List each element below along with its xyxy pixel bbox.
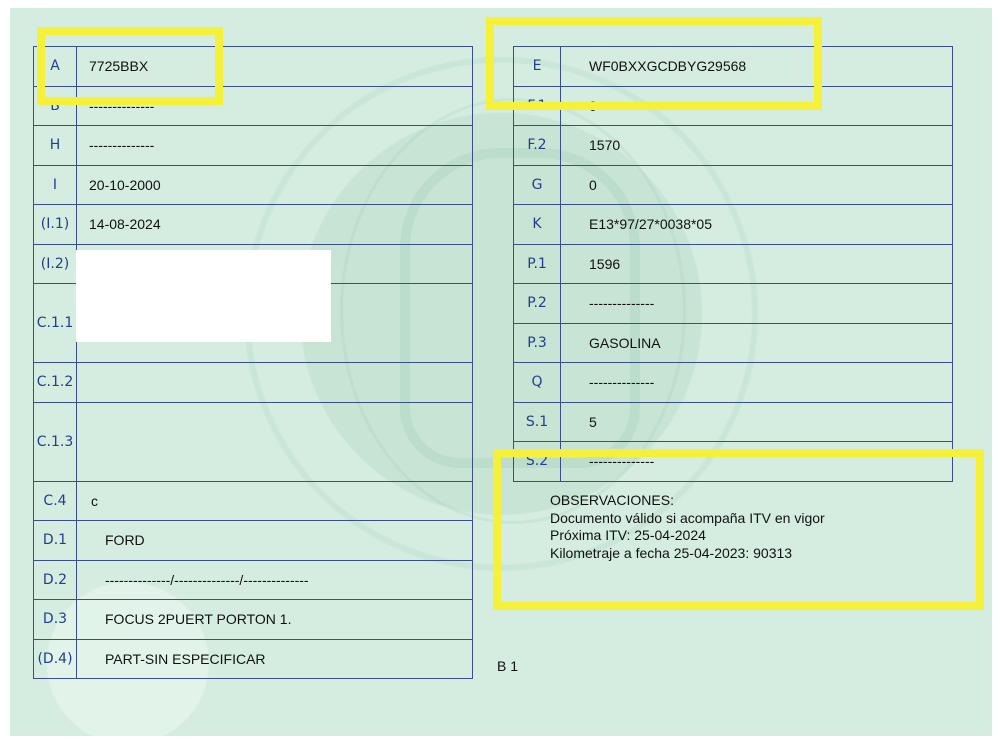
- field-label: C.1.2: [34, 363, 77, 403]
- field-value: 0: [561, 86, 953, 126]
- footer-code: B 1: [497, 658, 519, 674]
- field-label: P.1: [514, 244, 561, 284]
- field-label: P.2: [514, 284, 561, 324]
- field-row-c4: [34, 481, 473, 521]
- field-row-s1: [514, 402, 953, 442]
- field-label: C.1.3: [34, 402, 77, 481]
- field-row-i: [34, 165, 473, 205]
- field-value: E13*97/27*0038*05: [561, 205, 953, 245]
- field-label: S.1: [514, 402, 561, 442]
- field-value: --------------: [77, 126, 473, 166]
- field-label: Q: [514, 363, 561, 403]
- field-label: C.4: [34, 481, 77, 521]
- field-label: (I.2): [34, 244, 77, 284]
- field-row-q: [514, 363, 953, 403]
- field-row-f2: [514, 126, 953, 166]
- field-value: [77, 363, 473, 403]
- field-value: [77, 402, 473, 481]
- field-value: --------------: [77, 86, 473, 126]
- field-value: PART-SIN ESPECIFICAR: [77, 639, 473, 679]
- observations-line: Kilometraje a fecha 25-04-2023: 90313: [550, 544, 793, 561]
- field-label: S.2: [514, 442, 561, 482]
- field-value: FOCUS 2PUERT PORTON 1.: [77, 600, 473, 640]
- field-value: 5: [561, 402, 953, 442]
- field-label: F.2: [514, 126, 561, 166]
- field-row-d1: [34, 521, 473, 561]
- field-label: H: [34, 126, 77, 166]
- field-value: 0: [561, 165, 953, 205]
- observations-title: OBSERVACIONES:: [550, 492, 674, 508]
- highlight-box-vin: [486, 17, 822, 110]
- field-value: --------------/--------------/--------------: [77, 560, 473, 600]
- field-value: 14-08-2024: [77, 205, 473, 245]
- field-value: FORD: [77, 521, 473, 561]
- field-label: K: [514, 205, 561, 245]
- field-label: F.1: [514, 86, 561, 126]
- field-value: WF0BXXGCDBYG29568: [561, 47, 953, 87]
- field-row-c12: [34, 363, 473, 403]
- field-row-d2: [34, 560, 473, 600]
- field-label: (D.4): [34, 639, 77, 679]
- field-label: D.2: [34, 560, 77, 600]
- left-field-table: [33, 46, 473, 679]
- field-label: G: [514, 165, 561, 205]
- field-label: E: [514, 47, 561, 87]
- field-value: 1596: [561, 244, 953, 284]
- right-field-table: [513, 46, 953, 482]
- field-label: A: [34, 47, 77, 87]
- field-value: c: [77, 481, 473, 521]
- field-label: C.1.1: [34, 284, 77, 363]
- field-label: D.3: [34, 600, 77, 640]
- field-row-k: [514, 205, 953, 245]
- field-value: GASOLINA: [561, 323, 953, 363]
- field-row-h: [34, 126, 473, 166]
- field-row-p2: [514, 284, 953, 324]
- field-value: --------------: [561, 442, 953, 482]
- highlight-box-plate: [37, 27, 223, 105]
- field-label: (I.1): [34, 205, 77, 245]
- field-row-d4: [34, 639, 473, 679]
- field-row-c13: [34, 402, 473, 481]
- field-row-p1: [514, 244, 953, 284]
- field-row-i1: [34, 205, 473, 245]
- field-row-d3: [34, 600, 473, 640]
- field-label: D.1: [34, 521, 77, 561]
- field-value: 7725BBX: [77, 47, 473, 87]
- field-value: --------------: [561, 284, 953, 324]
- field-row-g: [514, 165, 953, 205]
- highlight-box-observations: [493, 449, 984, 610]
- observations-line: Próxima ITV: 25-04-2024: [550, 527, 706, 543]
- redaction-box: [76, 250, 331, 342]
- field-label: I: [34, 165, 77, 205]
- field-value: 1570: [561, 126, 953, 166]
- field-value: 20-10-2000: [77, 165, 473, 205]
- field-label: P.3: [514, 323, 561, 363]
- field-label: B: [34, 86, 77, 126]
- field-row-p3: [514, 323, 953, 363]
- observations-line: Documento válido si acompaña ITV en vigor: [550, 509, 825, 526]
- field-value: --------------: [561, 363, 953, 403]
